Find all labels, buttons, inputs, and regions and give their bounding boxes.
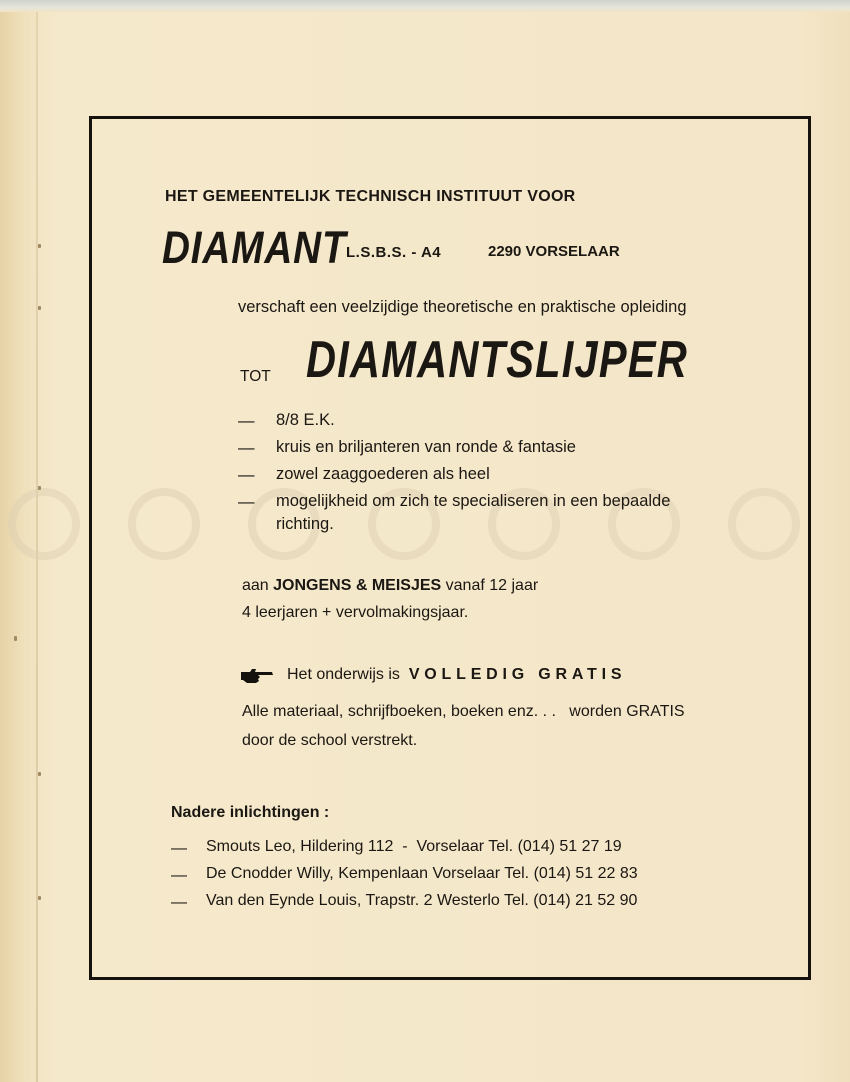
list-dash: —: [238, 412, 255, 430]
trade-title: DIAMANTSLIJPER: [306, 331, 688, 389]
tot-label: TOT: [240, 368, 271, 385]
list-dash: —: [238, 439, 255, 457]
paper-speck: [14, 636, 17, 641]
years-line: 4 leerjaren + vervolmakingsjaar.: [242, 604, 469, 621]
contact-line: De Cnodder Willy, Kempenlaan Vorselaar Tel. (014) 51 22 83: [206, 865, 638, 882]
list-dash: —: [238, 466, 255, 484]
contact-line: Van den Eynde Louis, Trapstr. 2 Westerlo Tel. (014) 21 52 90: [206, 892, 638, 909]
feature-item: zowel zaaggoederen als heel: [276, 465, 490, 483]
paper-speck: [38, 896, 41, 900]
page-top-edge: [0, 0, 850, 12]
materials-line: Alle materiaal, schrijfboeken, boeken enz. . . worden GRATIS: [242, 703, 685, 720]
paper-speck: [38, 306, 41, 310]
contact-dash: —: [171, 894, 187, 911]
paper-speck: [38, 486, 41, 490]
free-highlight: VOLLEDIG GRATIS: [408, 666, 627, 683]
offer-line: verschaft een veelzijdige theoretische en praktische opleiding: [238, 298, 687, 316]
audience-suffix: vanaf 12 jaar: [445, 577, 539, 594]
intro-heading: HET GEMEENTELIJK TECHNISCH INSTITUUT VOOR: [165, 188, 576, 205]
school-provides-line: door de school verstrekt.: [242, 732, 418, 749]
paper-speck: [38, 244, 41, 248]
contact-dash: —: [171, 840, 187, 857]
school-code: L.S.B.S. - A4: [346, 244, 442, 261]
audience-line: [242, 577, 538, 595]
info-heading: Nadere inlichtingen :: [171, 804, 330, 821]
contact-line: Smouts Leo, Hildering 112 - Vorselaar Tel. (014) 51 27 19: [206, 838, 622, 855]
free-line: [287, 666, 626, 684]
list-dash: —: [238, 493, 255, 511]
contact-dash: —: [171, 867, 187, 884]
bleed-through-seal: [8, 488, 80, 560]
audience-highlight: JONGENS & MEISJES: [273, 577, 442, 594]
diamant-logo: DIAMANT: [162, 222, 347, 273]
feature-item: kruis en briljanteren van ronde & fantasie: [276, 438, 576, 456]
paper-speck: [38, 772, 41, 776]
feature-item: mogelijkheid om zich te specialiseren in een bepaalde: [276, 492, 671, 510]
audience-prefix: aan: [242, 577, 269, 594]
free-prefix: Het onderwijs is: [287, 666, 400, 683]
feature-item-continuation: richting.: [276, 515, 334, 533]
school-place: 2290 VORSELAAR: [488, 243, 620, 260]
pointing-hand-icon: [240, 667, 274, 690]
feature-item: 8/8 E.K.: [276, 411, 335, 429]
